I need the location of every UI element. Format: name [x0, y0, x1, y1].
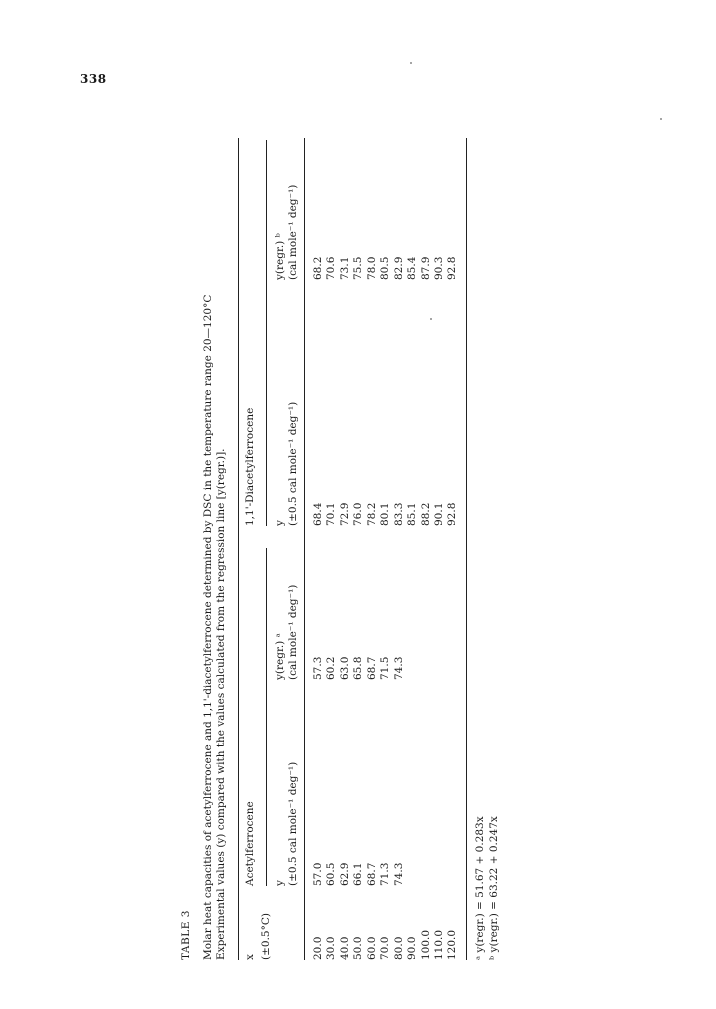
col-regr-a: y(regr.) ᵃ [274, 633, 286, 680]
table-cell: 88.2 [419, 502, 432, 526]
col-regr-unit-b: (cal mole⁻¹ deg⁻¹) [287, 184, 299, 280]
caption-line-2: Experimental values (y) compared with the values calculated from the regression line [y(regr.)]. [215, 448, 228, 960]
table-cell: 120.0 [446, 929, 459, 960]
table-cell: 71.3 [379, 862, 392, 886]
table-cell: 83.3 [392, 502, 405, 526]
table-cell: 60.0 [365, 936, 378, 960]
table-cell: 85.1 [406, 502, 419, 526]
table-cell: 66.1 [352, 862, 365, 886]
table-cell: 80.5 [379, 256, 392, 280]
diacetyl-y-column [312, 503, 460, 526]
acetyl-y-column [312, 863, 460, 886]
col-regr-b: y(regr.) ᵇ [274, 233, 286, 280]
table-cell: 30.0 [325, 936, 338, 960]
table-cell: 50.0 [352, 936, 365, 960]
table-cell: 75.5 [352, 256, 365, 280]
group-diacetylferrocene: 1,1'-Diacetylferrocene [244, 407, 256, 526]
table-cell: 70.6 [325, 256, 338, 280]
table-cell: 20.0 [312, 936, 324, 960]
speck-mark [410, 62, 412, 64]
table-cell: 100.0 [419, 929, 432, 960]
table-cell [433, 657, 446, 680]
x-header: x [244, 954, 256, 960]
col-y-diacetyl: y [274, 520, 286, 526]
table-cell: 90.0 [406, 936, 419, 960]
table-cell: 40.0 [338, 936, 351, 960]
table-cell [406, 657, 419, 680]
table-cell: 92.8 [446, 256, 459, 280]
table-cell [446, 657, 459, 680]
table-cell: 74.3 [392, 862, 405, 886]
col-y-unit-diacetyl: (±0.5 cal mole⁻¹ deg⁻¹) [287, 401, 299, 526]
table-cell: 76.0 [352, 502, 365, 526]
rotated-table [180, 100, 540, 960]
footnote-a: ᵃ y(regr.) = 51.67 + 0.283x [474, 816, 486, 960]
col-regr-unit-a: (cal mole⁻¹ deg⁻¹) [287, 584, 299, 680]
table-cell: 73.1 [338, 256, 351, 280]
table-cell: 57.3 [312, 656, 324, 680]
x-values-column [312, 930, 460, 960]
table-cell: 92.8 [446, 502, 459, 526]
header-rule [304, 138, 305, 960]
table-cell: 90.3 [432, 256, 445, 280]
table-cell: 68.7 [365, 862, 378, 886]
table-cell: 60.2 [325, 656, 338, 680]
diacetyl-regr-column [312, 257, 460, 280]
table-cell [420, 657, 433, 680]
table-cell [433, 863, 446, 886]
table-cell: 80.1 [379, 502, 392, 526]
table-cell: 72.9 [338, 502, 351, 526]
table-cell: 87.9 [419, 256, 432, 280]
group2-rule [266, 140, 267, 526]
table-cell: 70.0 [379, 936, 392, 960]
table-cell [406, 863, 419, 886]
table-cell: 90.1 [432, 502, 445, 526]
table-cell: 68.4 [312, 502, 324, 526]
table-cell: 110.0 [432, 929, 445, 960]
table-cell: 71.5 [379, 656, 392, 680]
table-cell: 82.9 [392, 256, 405, 280]
table-cell: 78.0 [365, 256, 378, 280]
acetyl-regr-column [312, 657, 460, 680]
speck-mark [660, 118, 662, 120]
table-cell: 85.4 [406, 256, 419, 280]
col-y-acetyl: y [274, 880, 286, 886]
group1-rule [266, 548, 267, 886]
table-cell: 70.1 [325, 502, 338, 526]
table-cell: 78.2 [365, 502, 378, 526]
table-cell: 63.0 [338, 656, 351, 680]
table-cell: 68.2 [312, 256, 324, 280]
table-title: TABLE 3 [180, 910, 192, 960]
table-cell [446, 863, 459, 886]
table-cell: 60.5 [325, 862, 338, 886]
x-unit: (±0.5°C) [260, 913, 272, 960]
table-cell: 80.0 [392, 936, 405, 960]
top-rule [238, 138, 239, 960]
bottom-rule [466, 138, 467, 960]
table-cell: 68.7 [365, 656, 378, 680]
footnote-b: ᵇ y(regr.) = 63.22 + 0.247x [488, 816, 500, 960]
table-caption [202, 200, 229, 960]
group-acetylferrocene: Acetylferrocene [244, 801, 256, 886]
table-cell [420, 863, 433, 886]
table-cell: 65.8 [352, 656, 365, 680]
table-cell: 74.3 [392, 656, 405, 680]
table-cell: 62.9 [338, 862, 351, 886]
page-number: 338 [80, 72, 107, 86]
caption-line-1: Molar heat capacities of acetylferrocene and 1,1'-diacetylferrocene determined by DSC in the temperature range 20—120°C [202, 294, 214, 960]
col-y-unit-acetyl: (±0.5 cal mole⁻¹ deg⁻¹) [287, 761, 299, 886]
table-cell: 57.0 [312, 862, 324, 886]
